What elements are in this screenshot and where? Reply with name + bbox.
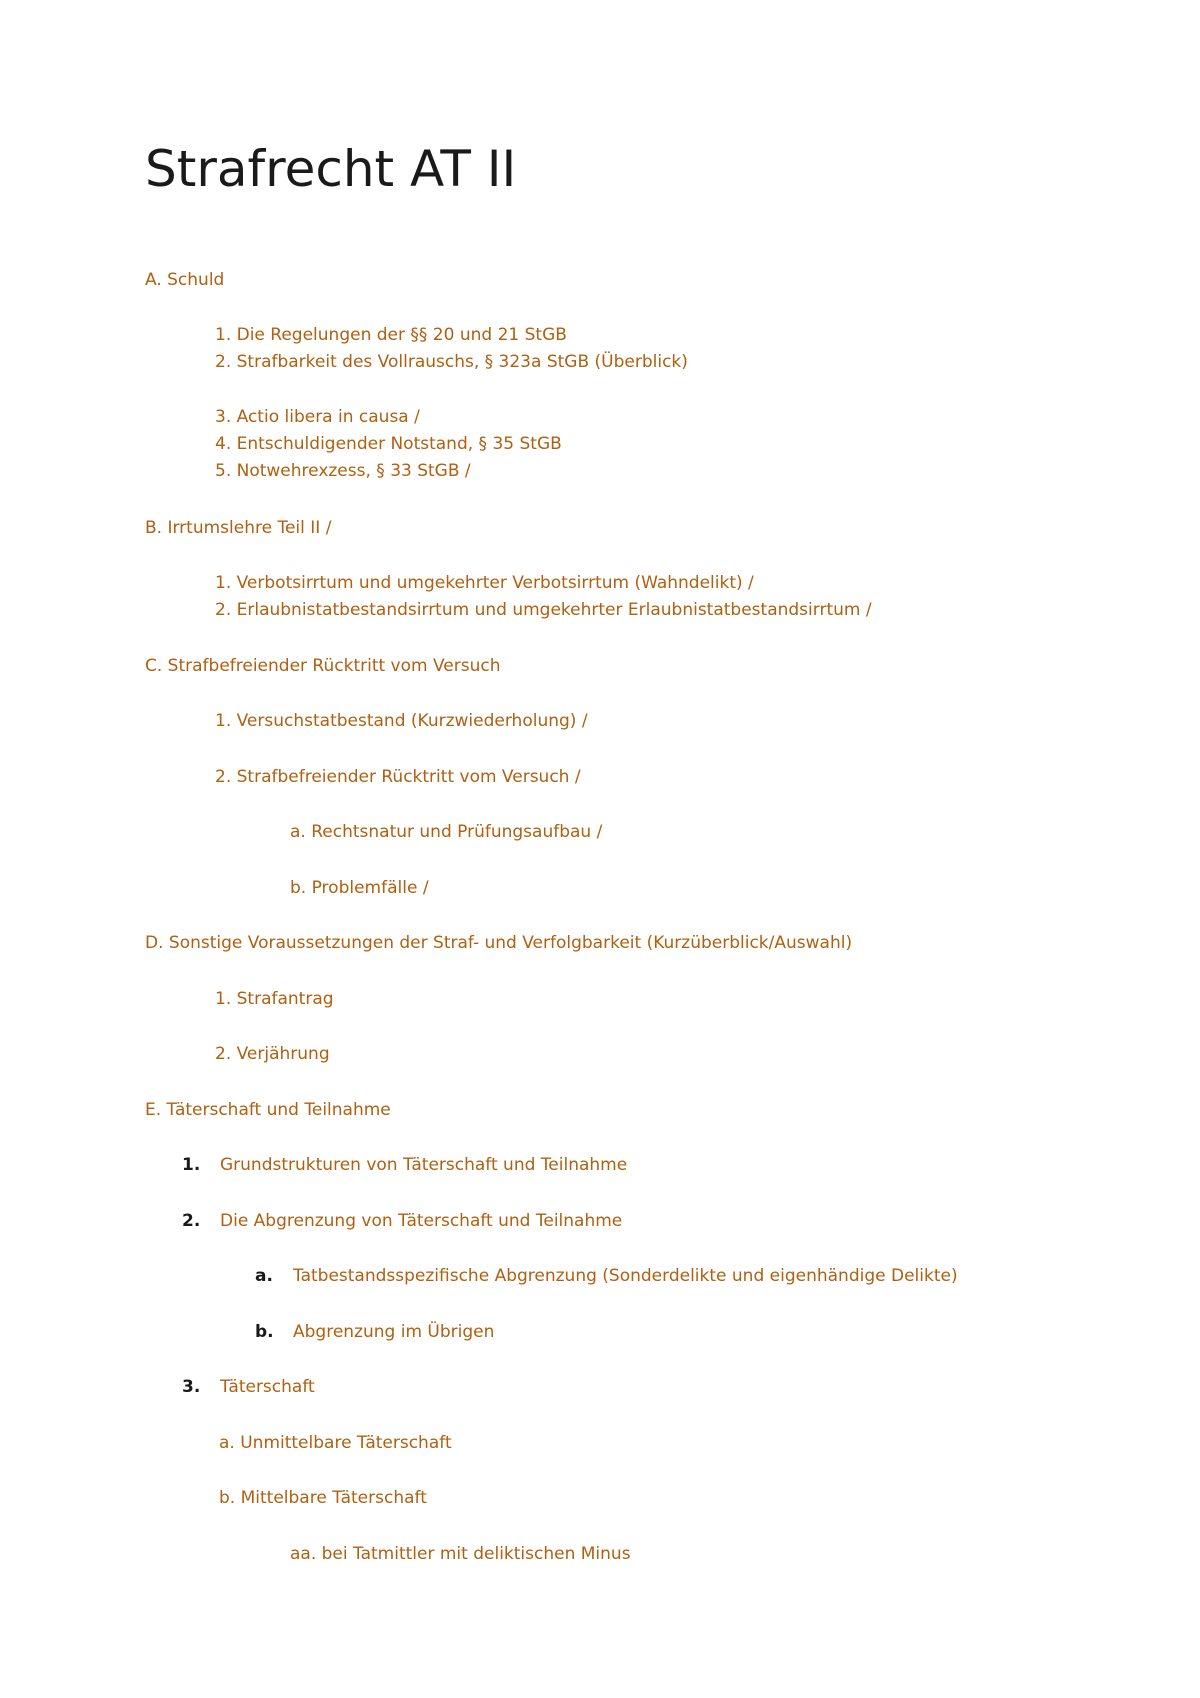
document-title: Strafrecht AT II bbox=[145, 140, 517, 198]
outline-subitem bbox=[255, 1266, 958, 1286]
outline-subitem bbox=[255, 1322, 494, 1342]
outline-subitem: b. Mittelbare Täterschaft bbox=[219, 1488, 427, 1508]
list-letter: b. bbox=[255, 1322, 274, 1342]
outline-item-text: Tatbestandsspezifische Abgrenzung (Sonderdelikte und eigenhändige Delikte) bbox=[293, 1266, 958, 1286]
list-letter: a. bbox=[255, 1266, 273, 1286]
outline-item: 1. Die Regelungen der §§ 20 und 21 StGB bbox=[215, 325, 567, 345]
list-number: 3. bbox=[182, 1377, 201, 1397]
outline-subitem: a. Unmittelbare Täterschaft bbox=[219, 1433, 452, 1453]
outline-subitem: a. Rechtsnatur und Prüfungsaufbau / bbox=[290, 822, 603, 842]
outline-item bbox=[182, 1155, 627, 1175]
outline-item: 2. Erlaubnistatbestandsirrtum und umgekehrter Erlaubnistatbestandsirrtum / bbox=[215, 600, 872, 620]
outline-item: 2. Verjährung bbox=[215, 1044, 330, 1064]
outline-item-text: Grundstrukturen von Täterschaft und Teilnahme bbox=[220, 1155, 628, 1175]
outline-item bbox=[182, 1377, 315, 1397]
list-number: 2. bbox=[182, 1211, 201, 1231]
section-heading-e: E. Täterschaft und Teilnahme bbox=[145, 1100, 391, 1120]
outline-item bbox=[182, 1211, 622, 1231]
outline-item-text: Täterschaft bbox=[220, 1377, 315, 1397]
outline-item: 3. Actio libera in causa / bbox=[215, 407, 420, 427]
section-heading-a: A. Schuld bbox=[145, 270, 225, 290]
outline-item: 5. Notwehrexzess, § 33 StGB / bbox=[215, 461, 471, 481]
outline-item: 2. Strafbefreiender Rücktritt vom Versuch / bbox=[215, 767, 581, 787]
outline-subsubitem: aa. bei Tatmittler mit deliktischen Minus bbox=[290, 1544, 631, 1564]
outline-item: 1. Verbotsirrtum und umgekehrter Verbotsirrtum (Wahndelikt) / bbox=[215, 573, 754, 593]
section-heading-c: C. Strafbefreiender Rücktritt vom Versuch bbox=[145, 656, 501, 676]
outline-item: 2. Strafbarkeit des Vollrauschs, § 323a StGB (Überblick) bbox=[215, 352, 688, 372]
section-heading-d: D. Sonstige Voraussetzungen der Straf- und Verfolgbarkeit (Kurzüberblick/Auswahl) bbox=[145, 933, 853, 953]
outline-item-text: Abgrenzung im Übrigen bbox=[293, 1322, 495, 1342]
outline-item: 1. Versuchstatbestand (Kurzwiederholung) / bbox=[215, 711, 588, 731]
outline-subitem: b. Problemfälle / bbox=[290, 878, 429, 898]
section-heading-b: B. Irrtumslehre Teil II / bbox=[145, 518, 332, 538]
list-number: 1. bbox=[182, 1155, 201, 1175]
outline-item: 4. Entschuldigender Notstand, § 35 StGB bbox=[215, 434, 562, 454]
outline-item-text: Die Abgrenzung von Täterschaft und Teilnahme bbox=[220, 1211, 623, 1231]
outline-item: 1. Strafantrag bbox=[215, 989, 334, 1009]
